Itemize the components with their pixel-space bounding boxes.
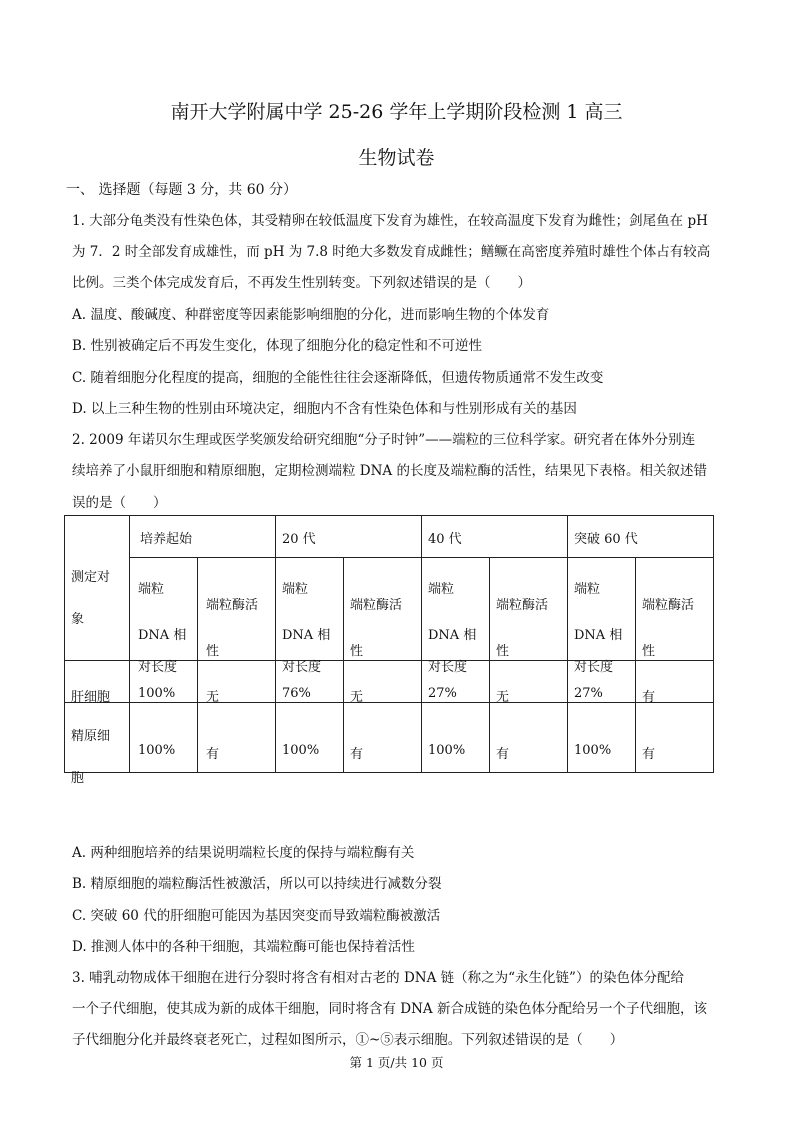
q2-option-c: C. 突破 60 代的肝细胞可能因为基因突变而导致端粒酶被激活 [72, 908, 441, 924]
section-heading: 一、 选择题（每题 3 分，共 60 分） [66, 182, 297, 198]
subheader-text: 端粒 [428, 582, 455, 597]
subheader-text: 性 [206, 644, 220, 659]
row-header-line-2: 象 [71, 612, 85, 627]
row-header-line-1: 测定对 [71, 570, 111, 585]
subheader-text: 端粒 [574, 582, 601, 597]
q1-stem-line-3: 比例。三类个体完成发育后，不再发生性别转变。下列叙述错误的是（ ） [72, 275, 531, 291]
exam-title: 南开大学附属中学 25-26 学年上学期阶段检测 1 高三 [170, 101, 623, 123]
row-header-cell [65, 516, 130, 661]
subheader-text: 端粒酶活 [496, 598, 549, 613]
table-cell [276, 661, 344, 703]
q2-stem-line-1: 2. 2009 年诺贝尔生理或医学奖颁发给研究细胞“分子时钟”——端粒的三位科学家。研究者在体外分别连 [72, 432, 696, 448]
table-cell [344, 703, 422, 773]
cell-value: 无 [206, 690, 220, 705]
subheader-text: 对长度 [428, 660, 468, 675]
cell-value: 27% [428, 686, 457, 701]
q1-stem-line-1: 1. 大部分龟类没有性染色体，其受精卵在较低温度下发育为雄性，在较高温度下发育为雌性；剑尾鱼在 pH [72, 213, 708, 229]
subheader-text: DNA 相 [574, 628, 623, 643]
subheader-text: DNA 相 [138, 628, 187, 643]
subheader-text: 端粒酶活 [642, 598, 695, 613]
table-cell [130, 661, 198, 703]
table-cell [636, 703, 714, 773]
table-row [65, 703, 714, 773]
table-row [65, 661, 714, 703]
row-label-cell [65, 661, 130, 703]
subheader-text: 性 [642, 644, 656, 659]
table-cell [568, 703, 636, 773]
subheader-text: 对长度 [574, 660, 614, 675]
row-label: 胞 [71, 771, 85, 786]
cell-value: 100% [138, 743, 176, 758]
q1-option-a: A. 温度、酸碱度、种群密度等因素能影响细胞的分化，进而影响生物的个体发育 [72, 307, 550, 323]
page-number: 第 1 页/共 10 页 [349, 1055, 444, 1070]
cell-value: 100% [428, 743, 466, 758]
table-cell [276, 703, 344, 773]
subheader-text: DNA 相 [428, 628, 477, 643]
subheader-activity [490, 558, 568, 661]
q1-option-b: B. 性别被确定后不再发生变化，体现了细胞分化的稳定性和不可逆性 [72, 338, 483, 354]
group-header [568, 516, 714, 558]
group-label: 培养起始 [140, 532, 193, 547]
subheader-activity [198, 558, 276, 661]
cell-value: 有 [642, 747, 656, 762]
group-header [422, 516, 568, 558]
subheader-text: 端粒酶活 [206, 598, 259, 613]
q3-stem-line-1: 3. 哺乳动物成体干细胞在进行分裂时将含有相对古老的 DNA 链（称之为“永生化链”）的染色体分配给 [72, 970, 684, 986]
subheader-activity [636, 558, 714, 661]
table-cell [344, 661, 422, 703]
q2-option-b: B. 精原细胞的端粒酶活性被激活，所以可以持续进行减数分裂 [72, 876, 442, 892]
subheader-length [422, 558, 490, 675]
table-cell [422, 661, 490, 703]
cell-value: 100% [282, 743, 320, 758]
subheader-text: DNA 相 [282, 628, 331, 643]
subheader-length [568, 558, 636, 675]
subheader-length [130, 558, 198, 675]
cell-value: 100% [574, 743, 612, 758]
cell-value: 有 [206, 747, 220, 762]
subheader-activity [344, 558, 422, 661]
exam-subtitle: 生物试卷 [358, 147, 435, 169]
group-header [276, 516, 422, 558]
row-label: 精原细 [71, 729, 111, 744]
cell-value: 有 [350, 747, 364, 762]
cell-value: 有 [496, 747, 510, 762]
table-cell [198, 661, 276, 703]
subheader-text: 端粒 [138, 582, 165, 597]
q1-option-d: D. 以上三种生物的性别由环境决定，细胞内不含有性染色体和与性别形成有关的基因 [72, 401, 577, 417]
table-cell [636, 661, 714, 703]
subheader-text: 端粒酶活 [350, 598, 403, 613]
table-cell [422, 703, 490, 773]
q1-option-c: C. 随着细胞分化程度的提高，细胞的全能性往往会逐渐降低，但遗传物质通常不发生改变 [72, 370, 604, 386]
group-label: 20 代 [282, 532, 316, 547]
q1-stem-line-2: 为 7．2 时全部发育成雄性，而 pH 为 7.8 时绝大多数发育成雌性；鳝鳜在高密度养殖时雄性个体占有较高 [72, 244, 711, 260]
group-label: 40 代 [428, 532, 462, 547]
cell-value: 100% [138, 686, 176, 701]
cell-value: 无 [350, 690, 364, 705]
table-cell [198, 703, 276, 773]
q2-option-d: D. 推测人体中的各种干细胞，其端粒酶可能也保持着活性 [72, 939, 415, 955]
group-header [130, 516, 276, 558]
subheader-text: 对长度 [138, 660, 178, 675]
table-cell [490, 703, 568, 773]
q2-stem-line-2: 续培养了小鼠肝细胞和精原细胞，定期检测端粒 DNA 的长度及端粒酶的活性，结果见下表格。相关叙述错 [72, 463, 707, 479]
subheader-length [276, 558, 344, 675]
q2-stem-line-3: 误的是（ ） [72, 495, 167, 511]
table-cell [130, 703, 198, 773]
subheader-text: 性 [496, 644, 510, 659]
subheader-text: 端粒 [282, 582, 309, 597]
row-label-cell [65, 703, 130, 786]
subheader-text: 性 [350, 644, 364, 659]
subheader-text: 对长度 [282, 660, 322, 675]
table-cell [490, 661, 568, 703]
cell-value: 27% [574, 686, 603, 701]
cell-value: 76% [282, 686, 311, 701]
group-label: 突破 60 代 [574, 532, 638, 547]
table-cell [568, 661, 636, 703]
row-label: 肝细胞 [71, 690, 111, 705]
q3-stem-line-3: 子代细胞分化并最终衰老死亡，过程如图所示，①~⑤表示细胞。下列叙述错误的是（ ） [72, 1032, 624, 1048]
cell-value: 无 [496, 690, 510, 705]
q3-stem-line-2: 一个子代细胞，使其成为新的成体干细胞，同时将含有 DNA 新合成链的染色体分配给另一个子代细胞，该 [72, 1001, 707, 1017]
cell-value: 有 [642, 690, 656, 705]
q2-option-a: A. 两种细胞培养的结果说明端粒长度的保持与端粒酶有关 [72, 845, 415, 861]
telomere-table [64, 515, 714, 786]
